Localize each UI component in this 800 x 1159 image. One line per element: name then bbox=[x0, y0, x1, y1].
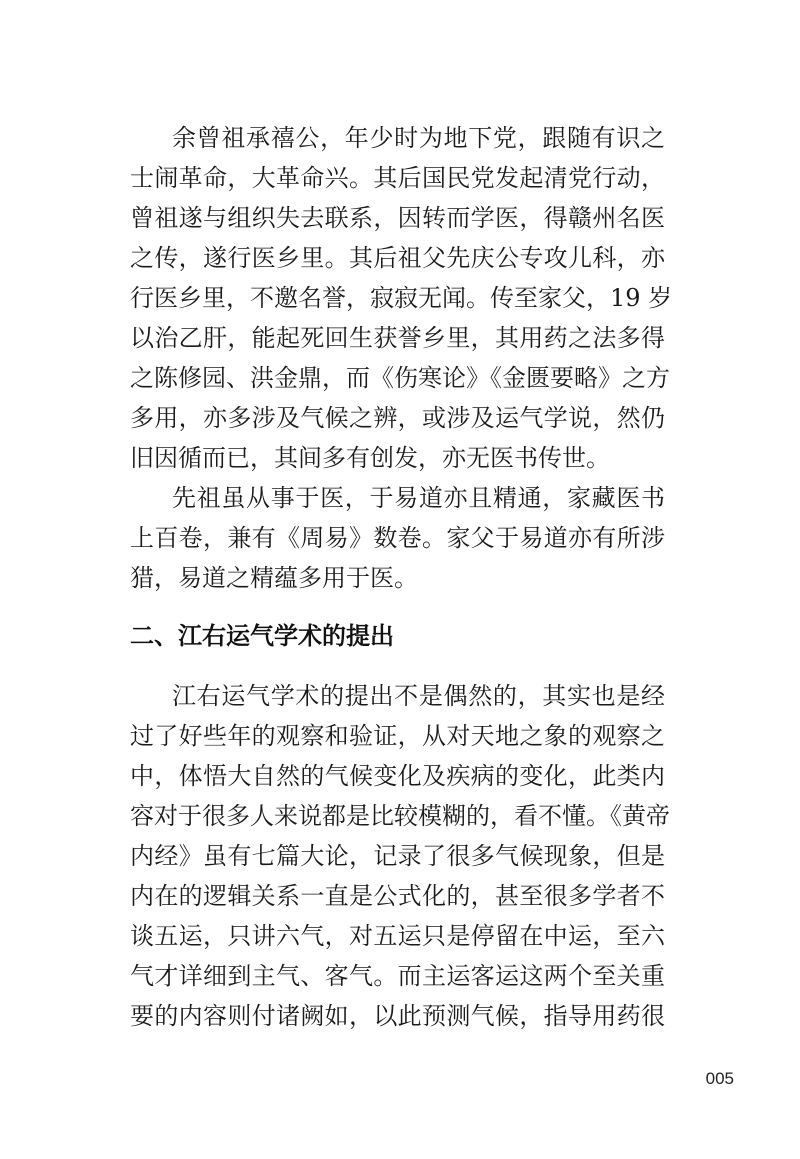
paragraph-1-line: 余曾祖承禧公，年少时为地下党，跟随有识之 bbox=[172, 124, 665, 152]
paragraph-1-line: 之陈修园、洪金鼎，而《伤寒论》《金匮要略》之方 bbox=[130, 364, 670, 392]
paragraph-3-line: 江右运气学术的提出不是偶然的，其实也是经 bbox=[172, 682, 665, 710]
paragraph-1-line: 旧因循而已，其间多有创发，亦无医书传世。 bbox=[130, 444, 610, 472]
paragraph-1-line: 曾祖遂与组织失去联系，因转而学医，得赣州名医 bbox=[130, 204, 665, 232]
paragraph-3-line: 容对于很多人来说都是比较模糊的，看不懂。《黄帝 bbox=[130, 802, 670, 830]
paragraph-3-line: 内经》虽有七篇大论，记录了很多气候现象，但是 bbox=[130, 842, 665, 870]
paragraph-3-line: 内在的逻辑关系一直是公式化的，甚至很多学者不 bbox=[130, 882, 665, 910]
paragraph-3-line: 中，体悟大自然的气候变化及疾病的变化，此类内 bbox=[130, 762, 665, 790]
paragraph-1-line: 多用，亦多涉及气候之辨，或涉及运气学说，然仍 bbox=[130, 404, 665, 432]
paragraph-2-line: 上百卷，兼有《周易》数卷。家父于易道亦有所涉 bbox=[130, 524, 665, 552]
paragraph-2-line: 猎，易道之精蕴多用于医。 bbox=[130, 564, 418, 592]
paragraph-1-line: 士闹革命，大革命兴。其后国民党发起清党行动， bbox=[130, 164, 665, 192]
paragraph-3-line: 谈五运，只讲六气，对五运只是停留在中运，至六 bbox=[130, 922, 665, 950]
paragraph-3-line: 过了好些年的观察和验证，从对天地之象的观察之 bbox=[130, 722, 665, 750]
section-heading: 二、江右运气学术的提出 bbox=[130, 622, 394, 650]
paragraph-1-line: 之传，遂行医乡里。其后祖父先庆公专攻儿科，亦 bbox=[130, 244, 665, 272]
page-number: 005 bbox=[705, 1069, 734, 1088]
paragraph-3-line: 要的内容则付诸阙如，以此预测气候，指导用药很 bbox=[130, 1002, 665, 1030]
paragraph-1-line: 以治乙肝，能起死回生获誉乡里，其用药之法多得 bbox=[130, 324, 665, 352]
paragraph-1-line: 行医乡里，不邀名誉，寂寂无闻。传至家父，19 岁 bbox=[130, 284, 673, 312]
paragraph-2-line: 先祖虽从事于医，于易道亦且精通，家藏医书 bbox=[172, 484, 665, 512]
paragraph-3-line: 气才详细到主气、客气。而主运客运这两个至关重 bbox=[130, 962, 665, 990]
